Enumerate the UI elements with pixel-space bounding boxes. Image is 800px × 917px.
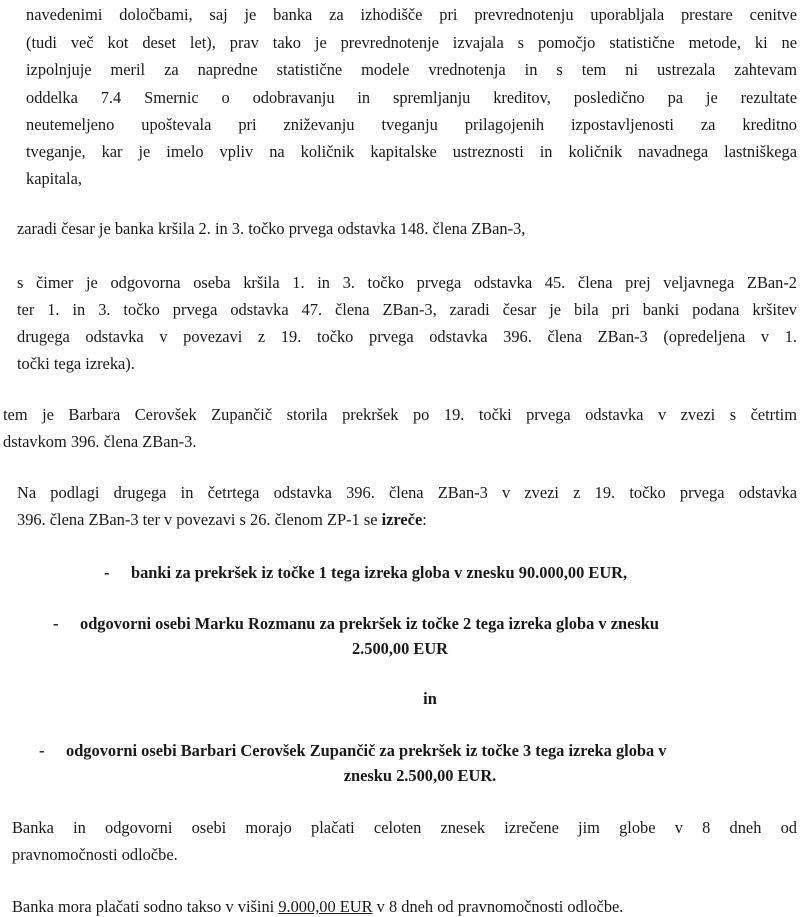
- takso-text: Banka mora plačati sodno takso v višini: [12, 897, 279, 916]
- paragraph-scimer-line: s čimer je odgovorna oseba kršila 1. in 3. točko prvega odstavka 45. člena prej veljavnega ZBan-2: [17, 273, 797, 292]
- takso-suffix: v 8 dneh od pravnomočnosti odločbe.: [372, 897, 624, 916]
- paragraph-banka-line: Banka in odgovorni osebi morajo plačati celoten znesek izrečene jim globe v 8 dneh od: [12, 818, 797, 837]
- paragraph-top-line: izpolnjuje meril za napredne statistične modele vrednotenja in s tem ni ustrezala zahtevam: [26, 60, 797, 79]
- bullet-dash: -: [53, 614, 59, 633]
- paragraph-top-line: kapitala,: [26, 169, 82, 188]
- bullet-dash: -: [104, 563, 110, 582]
- paragraph-stem-line: dstavkom 396. člena ZBan-3.: [3, 432, 197, 451]
- paragraph-zaradi: zaradi česar je banka kršila 2. in 3. točko prvega odstavka 148. člena ZBan-3,: [17, 219, 526, 238]
- conjunction-in: in: [423, 689, 437, 708]
- izrece-keyword: izreče: [381, 510, 423, 529]
- paragraph-top-line: oddelka 7.4 Smernic o odobravanju in spremljanju kreditov, posledično pa je rezultate: [26, 88, 797, 107]
- podlagi-colon: :: [422, 510, 427, 529]
- paragraph-scimer-line: ter 1. in 3. točko prvega odstavka 47. člena ZBan-3, zaradi česar je bila pri banki podana kršitev: [17, 300, 797, 319]
- paragraph-takso: [12, 894, 623, 917]
- paragraph-top-line: navedenimi določbami, saj je banka za izhodišče pri prevrednotenju uporabljala prestare cenitve: [26, 5, 797, 24]
- paragraph-podlagi-line2: [17, 507, 427, 533]
- paragraph-scimer-line: točki tega izreka).: [17, 354, 135, 373]
- fine-rozman-line1: odgovorni osebi Marku Rozmanu za prekršek iz točke 2 tega izreka globa v znesku: [80, 614, 659, 633]
- paragraph-top-line: neutemeljeno upoštevala pri zniževanju tveganju prilagojenih izpostavljenosti za kreditno: [26, 115, 797, 134]
- paragraph-stem-line: tem je Barbara Cerovšek Zupančič storila prekršek po 19. točki prvega odstavka v zvezi s četrtim: [3, 405, 797, 424]
- fine-rozman-line2: 2.500,00 EUR: [351, 639, 449, 658]
- paragraph-scimer-line: drugega odstavka v povezavi z 19. točko prvega odstavka 396. člena ZBan-3 (opredeljena v 1.: [17, 327, 797, 346]
- fine-cerovsek-line2: znesku 2.500,00 EUR.: [343, 766, 497, 785]
- fine-cerovsek-line1: odgovorni osebi Barbari Cerovšek Zupančič za prekršek iz točke 3 tega izreka globa v: [66, 741, 667, 760]
- podlagi-text: 396. člena ZBan-3 ter v povezavi s 26. členom ZP-1 se: [17, 510, 382, 529]
- paragraph-podlagi-line1: Na podlagi drugega in četrtega odstavka 396. člena ZBan-3 v zvezi z 19. točko prvega odstavka: [17, 483, 797, 502]
- fine-bank: banki za prekršek iz točke 1 tega izreka globa v znesku 90.000,00 EUR,: [131, 563, 628, 582]
- paragraph-top-line: tveganje, kar je imelo vpliv na količnik kapitalske ustreznosti in količnik navadnega lastniškega: [26, 142, 797, 161]
- bullet-dash: -: [39, 741, 45, 760]
- takso-amount: 9.000,00 EUR: [278, 897, 373, 916]
- paragraph-banka-line: pravnomočnosti odločbe.: [12, 845, 178, 864]
- paragraph-top-line: (tudi več kot deset let), prav tako je prevrednotenje izvajala s pomočjo statistične metode, ki ne: [26, 33, 797, 52]
